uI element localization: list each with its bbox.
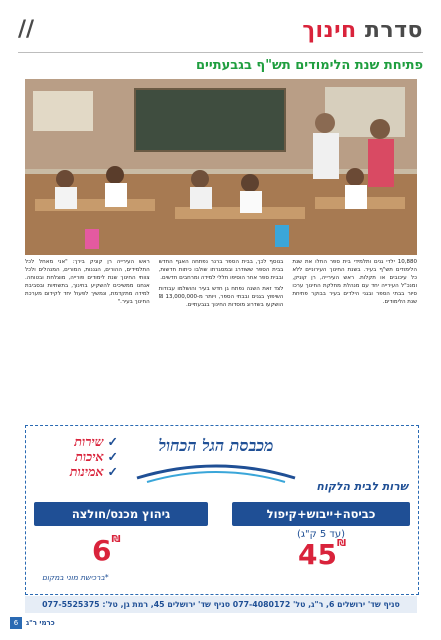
- offer-ironing: גיהוץ מכנס/חולצה: [34, 502, 208, 526]
- laundry-advertisement: [25, 425, 419, 595]
- article-paragraph: לצד זאת השנה נפתח גן חדש בעיר והושלמו עבודות השיפוץ בגנים ובבתי הספר, ויותר מ-13,000,000 ₪ הושקעו בשדרוג מוסדות החינוך בגבעתיים.: [158, 286, 284, 308]
- checkmark-icon: ✓: [107, 449, 118, 464]
- section-title-accent: חינוך: [302, 18, 357, 43]
- check-item-reliability: ✓אמינות: [69, 464, 118, 479]
- ad-service-line: שרות לבית הלקוח: [316, 480, 408, 493]
- article-headline: פתיחת שנת הלימודים תש"ף בגבעתיים: [195, 58, 423, 73]
- ad-checklist: [38, 434, 118, 479]
- ad-brand-name: מכבסת הגל הכחול: [158, 436, 274, 455]
- check-item-quality: ✓איכות: [75, 449, 118, 464]
- classroom-photo: [25, 79, 417, 255]
- offer-wash-dry-fold: כביסה+ייבוש+קיפול: [232, 502, 410, 526]
- header-divider: [18, 52, 423, 53]
- offer-wash-price: 45₪: [297, 538, 346, 571]
- article-paragraph: 10,880 ילדי גנים ותלמידי בית ספר החלו את שנת הלימודים תש"ף בעיר. בשנת החינוך העירוניים ללא כל עיכובים או תקלות. ראש העירייה, רן קוניק, ומנכ"ל העירייה יחד עם מנהלת מחלקת החינוך ערכו סיור בבתי הספר ובגני הילדים בעיר בבוקר פתיחת שנת הלימודים.: [292, 259, 417, 305]
- article-paragraph: בנוסף לכך, בבית הספר ברנר נפתחה האגף החדש בבית הספר ששודרג ובמסגרתו שולבו כיתות חדשות, ובבית ספר אחר הוסיפו חללי למידה ומרחבים חדשים.: [158, 259, 284, 281]
- offer-ironing-price: 6₪: [92, 534, 121, 567]
- branch-address-bar: סניף שד' ירושלים 6, ר"ג, טל' 077-4080172 סניף שד' ירושלים 45, רמת גן, טל': 077-5525375: [25, 596, 417, 613]
- article-body: [25, 258, 417, 418]
- checkmark-icon: ✓: [107, 464, 118, 479]
- page-footer: [10, 617, 431, 631]
- page-number: 6: [10, 617, 22, 629]
- section-title: סדרת חינוך: [302, 18, 423, 43]
- ad-footnote: *ברכישת מוני במקום: [42, 573, 109, 582]
- check-item-service: ✓שירות: [74, 434, 118, 449]
- section-header: [18, 18, 423, 48]
- footer-logo: כרמי ר"ג: [26, 619, 55, 627]
- section-slashes: //: [18, 17, 35, 42]
- checkmark-icon: ✓: [107, 434, 118, 449]
- offer-wash-weight-note: (עד 5 ק"ג): [296, 529, 346, 540]
- article-paragraph: ראש העירייה רן קוניק בירך: "אני מאחל לכל התלמידים, ההורים, הגננות, המורים, המנהלים ולכל צוותי החינוך שנת לימודים פורייה, מוצלחת ובטוחה. אנחנו ממשיכים להשקיע בחינוך, בתשתיות ובסביבת למידה מתקדמת, ונמשיך לפעול יחד לקידום מערכת החינוך בעיר.": [25, 259, 150, 305]
